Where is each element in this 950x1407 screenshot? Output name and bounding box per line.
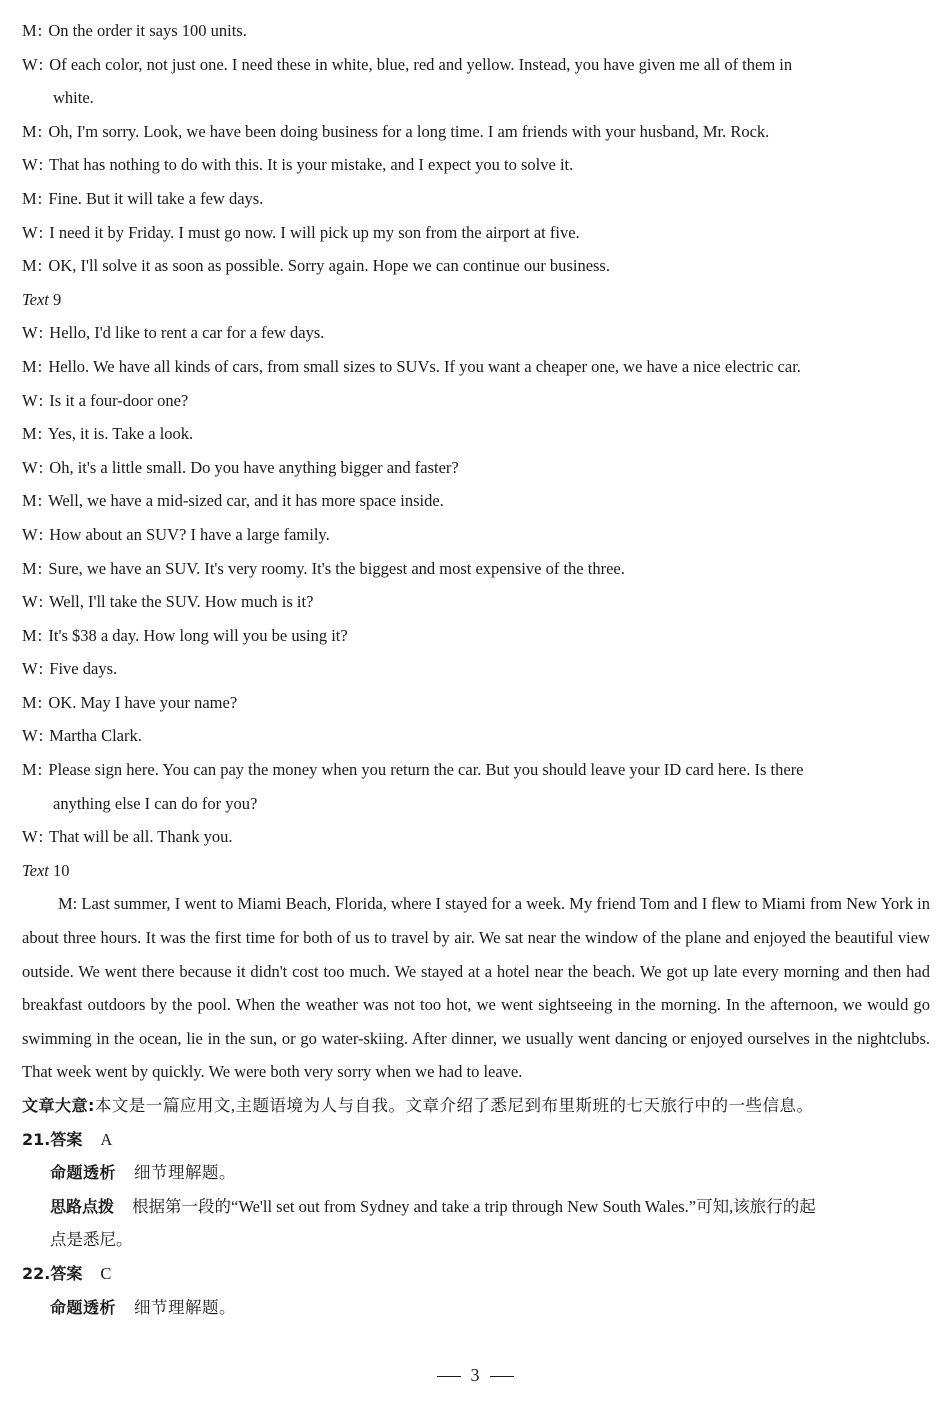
dialogue-line: M: Oh, I'm sorry. Look, we have been doing business for a long time. I am friends with your husband, Mr. Rock. bbox=[22, 115, 930, 149]
summary-text: 本文是一篇应用文,主题语境为人与自我。文章介绍了悉尼到布里斯班的七天旅行中的一些信息。 bbox=[94, 1096, 814, 1115]
dialogue-line: M: Please sign here. You can pay the money when you return the car. But you should leave your ID card here. Is there bbox=[22, 760, 804, 780]
summary-label: 文章大意: bbox=[22, 1096, 95, 1115]
line-text: I need it by Friday. I must go now. I will pick up my son from the airport at five. bbox=[49, 222, 580, 242]
speaker: W bbox=[22, 54, 38, 74]
hint-21: 思路点拨 根据第一段的“We'll set out from Sydney and take a trip through New South Wales.”可知,该旅行的起 bbox=[50, 1196, 816, 1216]
dialogue-line-continuation bbox=[22, 81, 930, 115]
dialogue-line: M: OK. May I have your name? bbox=[22, 692, 238, 712]
dialogue-a bbox=[22, 14, 930, 283]
text-10-heading: Text 10 bbox=[22, 860, 70, 880]
line-text: Oh, I'm sorry. Look, we have been doing business for a long time. I am friends with your husband, Mr. Rock. bbox=[48, 121, 770, 141]
dialogue-line: M: Well, we have a mid-sized car, and it has more space inside. bbox=[22, 491, 444, 511]
page-number: 3 bbox=[0, 1360, 950, 1390]
text-9-heading: Text 9 bbox=[22, 289, 62, 309]
line-text: white. bbox=[53, 88, 94, 108]
dialogue-line: W: That will be all. Thank you. bbox=[22, 827, 233, 847]
speaker: W bbox=[22, 155, 38, 175]
speaker: M bbox=[22, 188, 37, 208]
answer-22: 22.答案 C bbox=[22, 1263, 112, 1283]
speaker: M bbox=[22, 256, 37, 276]
text-10-paragraph: M: Last summer, I went to Miami Beach, Florida, where I stayed for a week. My friend Tom and I flew to Miami from New York in about three hours. It was the first time for both of us to travel by air. We sat near the window of the plane and enjoyed the beautiful view outside. We went there because it didn't cost too much. We stayed at a hotel near the beach. We got up late every morning and then had breakfast outdoors by the pool. When the weather was not too hot, we went sightseeing in the morning. In the afternoon, we would go swimming in the ocean, lie in the sun, or go water-skiing. After dinner, we usually went dancing or enjoyed ourselves in the nightclubs. That week went by quickly. We were both very sorry when we had to leave. bbox=[22, 894, 930, 1082]
hint-21-continuation: 点是悉尼。 bbox=[50, 1230, 133, 1250]
line-text: That has nothing to do with this. It is your mistake, and I expect you to solve it. bbox=[49, 155, 574, 175]
dialogue-line: M: Sure, we have an SUV. It's very roomy. It's the biggest and most expensive of the three. bbox=[22, 558, 625, 578]
speaker: M bbox=[22, 121, 37, 141]
answer-value: C bbox=[100, 1263, 112, 1283]
dialogue-line: W: Oh, it's a little small. Do you have anything bigger and faster? bbox=[22, 457, 459, 477]
dialogue-line: M: Fine. But it will take a few days. bbox=[22, 182, 930, 216]
speaker: W bbox=[22, 222, 38, 242]
summary bbox=[22, 1089, 930, 1123]
dialogue-line: W: I need it by Friday. I must go now. I will pick up my son from the airport at five. bbox=[22, 216, 930, 250]
line-text: Of each color, not just one. I need these in white, blue, red and yellow. Instead, you have given me all of them in bbox=[49, 54, 793, 74]
dialogue-line: W: Well, I'll take the SUV. How much is it? bbox=[22, 592, 314, 612]
dialogue-line: M: It's $38 a day. How long will you be using it? bbox=[22, 625, 348, 645]
line-text: Fine. But it will take a few days. bbox=[48, 188, 264, 208]
page-content bbox=[22, 14, 930, 1324]
dialogue-line: W: That has nothing to do with this. It is your mistake, and I expect you to solve it. bbox=[22, 148, 930, 182]
dialogue-line: W: How about an SUV? I have a large family. bbox=[22, 524, 330, 544]
dialogue-line: M: On the order it says 100 units. bbox=[22, 14, 930, 48]
dialogue-line: W: Five days. bbox=[22, 659, 118, 679]
dialogue-line: M: Yes, it is. Take a look. bbox=[22, 424, 194, 444]
analysis-22: 命题透析 细节理解题。 bbox=[50, 1297, 237, 1317]
dialogue-line: W: Of each color, not just one. I need these in white, blue, red and yellow. Instead, you have given me all of them in bbox=[22, 48, 930, 82]
answer-value: A bbox=[100, 1129, 113, 1149]
line-text: OK, I'll solve it as soon as possible. Sorry again. Hope we can continue our business. bbox=[48, 256, 610, 276]
answer-21: 21.答案 A bbox=[22, 1129, 113, 1149]
dialogue-line: W: Is it a four-door one? bbox=[22, 390, 189, 410]
speaker: M bbox=[22, 21, 37, 40]
line-text: On the order it says 100 units. bbox=[48, 21, 247, 40]
dialogue-line-continuation: anything else I can do for you? bbox=[53, 793, 258, 813]
text-9-dialogue bbox=[22, 316, 930, 854]
analysis-21: 命题透析 细节理解题。 bbox=[50, 1163, 237, 1183]
dialogue-line: W: Martha Clark. bbox=[22, 726, 142, 746]
dialogue-line: M: OK, I'll solve it as soon as possible. Sorry again. Hope we can continue our business. bbox=[22, 249, 930, 283]
dialogue-line: W: Hello, I'd like to rent a car for a few days. bbox=[22, 323, 325, 343]
dialogue-line: M: Hello. We have all kinds of cars, from small sizes to SUVs. If you want a cheaper one, we have a nice electric car. bbox=[22, 356, 801, 376]
